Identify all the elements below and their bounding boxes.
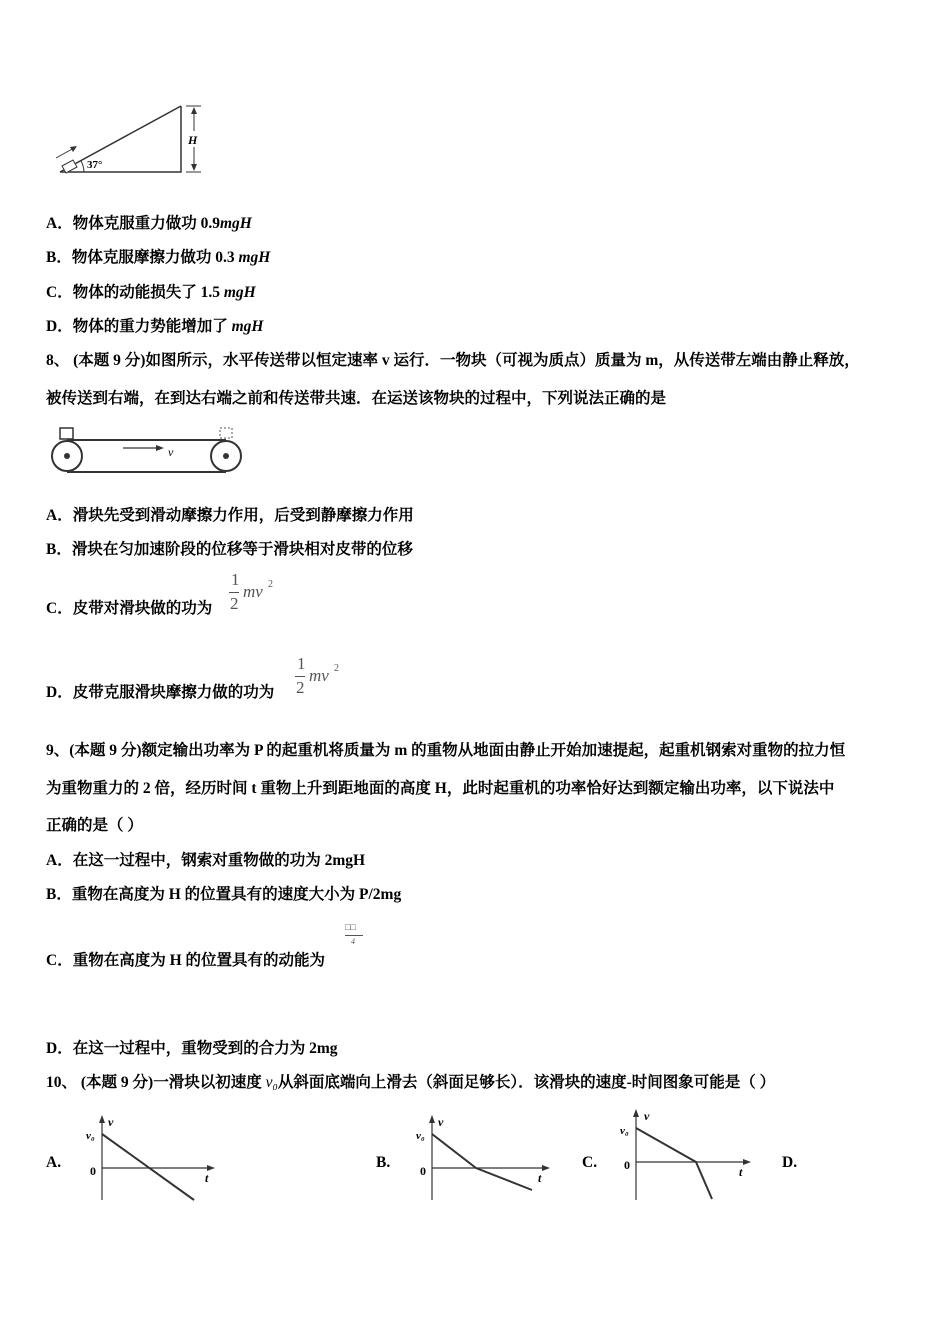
q7-option-c: C．物体的动能损失了 1.5 mgH — [46, 284, 256, 301]
svg-text:t: t — [205, 1171, 209, 1185]
graph-d-label: D. — [782, 1154, 798, 1171]
graph-b — [414, 1112, 564, 1207]
q7-option-a: A．物体克服重力做功 0.9mgH — [46, 215, 252, 232]
svg-text:v: v — [108, 1115, 114, 1129]
q9-stem-line2: 为重物重力的 2 倍，经历时间 t 重物上升到距地面的高度 H，此时起重机的功率恰好达到额定输出功率，以下说法中 — [46, 780, 835, 797]
q8-stem-line2: 被传送到右端，在到达右端之前和传送带共速．在运送该物块的过程中，下列说法正确的是 — [46, 390, 667, 407]
svg-text:v₀: v₀ — [86, 1130, 95, 1142]
svg-text:v₀: v₀ — [416, 1130, 425, 1142]
conveyor-figure — [48, 424, 248, 474]
angle-label: 37° — [87, 159, 103, 171]
q8-c-formula: 1 2 mv 2 — [230, 570, 273, 613]
q9-option-c: C．重物在高度为 H 的位置具有的动能为 — [46, 952, 326, 969]
svg-text:t: t — [739, 1165, 743, 1179]
height-label: H — [188, 133, 198, 147]
q8-option-c: C．皮带对滑块做的功为 — [46, 600, 213, 617]
q9-option-d: D．在这一过程中，重物受到的合力为 2mg — [46, 1040, 338, 1057]
q8-stem-line1: 8、 (本题 9 分)如图所示，水平传送带以恒定速率 v 运行．一物块（可视为质点）质量为 m，从传送带左端由静止释放， — [46, 352, 860, 369]
q10-stem: 10、 (本题 9 分)一滑块以初速度 v₀从斜面底端向上滑去（斜面足够长）．该滑块的速度-时间图象可能是（ ） — [46, 1074, 776, 1091]
svg-text:0: 0 — [90, 1164, 96, 1178]
graph-a-label: A. — [46, 1154, 62, 1171]
q7-option-b: B．物体克服摩擦力做功 0.3 mgH — [46, 249, 271, 266]
q7-option-d: D．物体的重力势能增加了 mgH — [46, 318, 264, 335]
graph-b-label: B. — [376, 1154, 391, 1171]
svg-text:0: 0 — [624, 1158, 630, 1172]
graph-c-label: C. — [582, 1154, 598, 1171]
graph-a — [84, 1112, 224, 1207]
svg-text:v: v — [438, 1115, 444, 1129]
q9-option-a: A．在这一过程中，钢索对重物做的功为 2mgH — [46, 852, 366, 869]
q8-option-d: D．皮带克服滑块摩擦力做的功为 — [46, 684, 275, 701]
q8-option-a: A．滑块先受到滑动摩擦力作用，后受到静摩擦力作用 — [46, 507, 414, 524]
graph-c — [620, 1104, 770, 1204]
velocity-label: v — [168, 445, 174, 459]
q9-stem-line1: 9、(本题 9 分)额定输出功率为 P 的起重机将质量为 m 的重物从地面由静止开始加速提起，起重机钢索对重物的拉力恒 — [46, 742, 846, 759]
incline-figure — [46, 100, 216, 180]
svg-text:0: 0 — [420, 1164, 426, 1178]
svg-text:v₀: v₀ — [620, 1125, 629, 1137]
q9-stem-line3: 正确的是（ ） — [46, 817, 143, 834]
svg-text:t: t — [538, 1171, 542, 1185]
q8-option-b: B．滑块在匀加速阶段的位移等于滑块相对皮带的位移 — [46, 541, 413, 558]
q9-c-formula: □□ 4 — [345, 922, 369, 952]
q8-d-formula: 1 2 mv 2 — [296, 654, 339, 697]
svg-text:v: v — [644, 1109, 650, 1123]
q9-option-b: B．重物在高度为 H 的位置具有的速度大小为 P/2mg — [46, 886, 402, 903]
